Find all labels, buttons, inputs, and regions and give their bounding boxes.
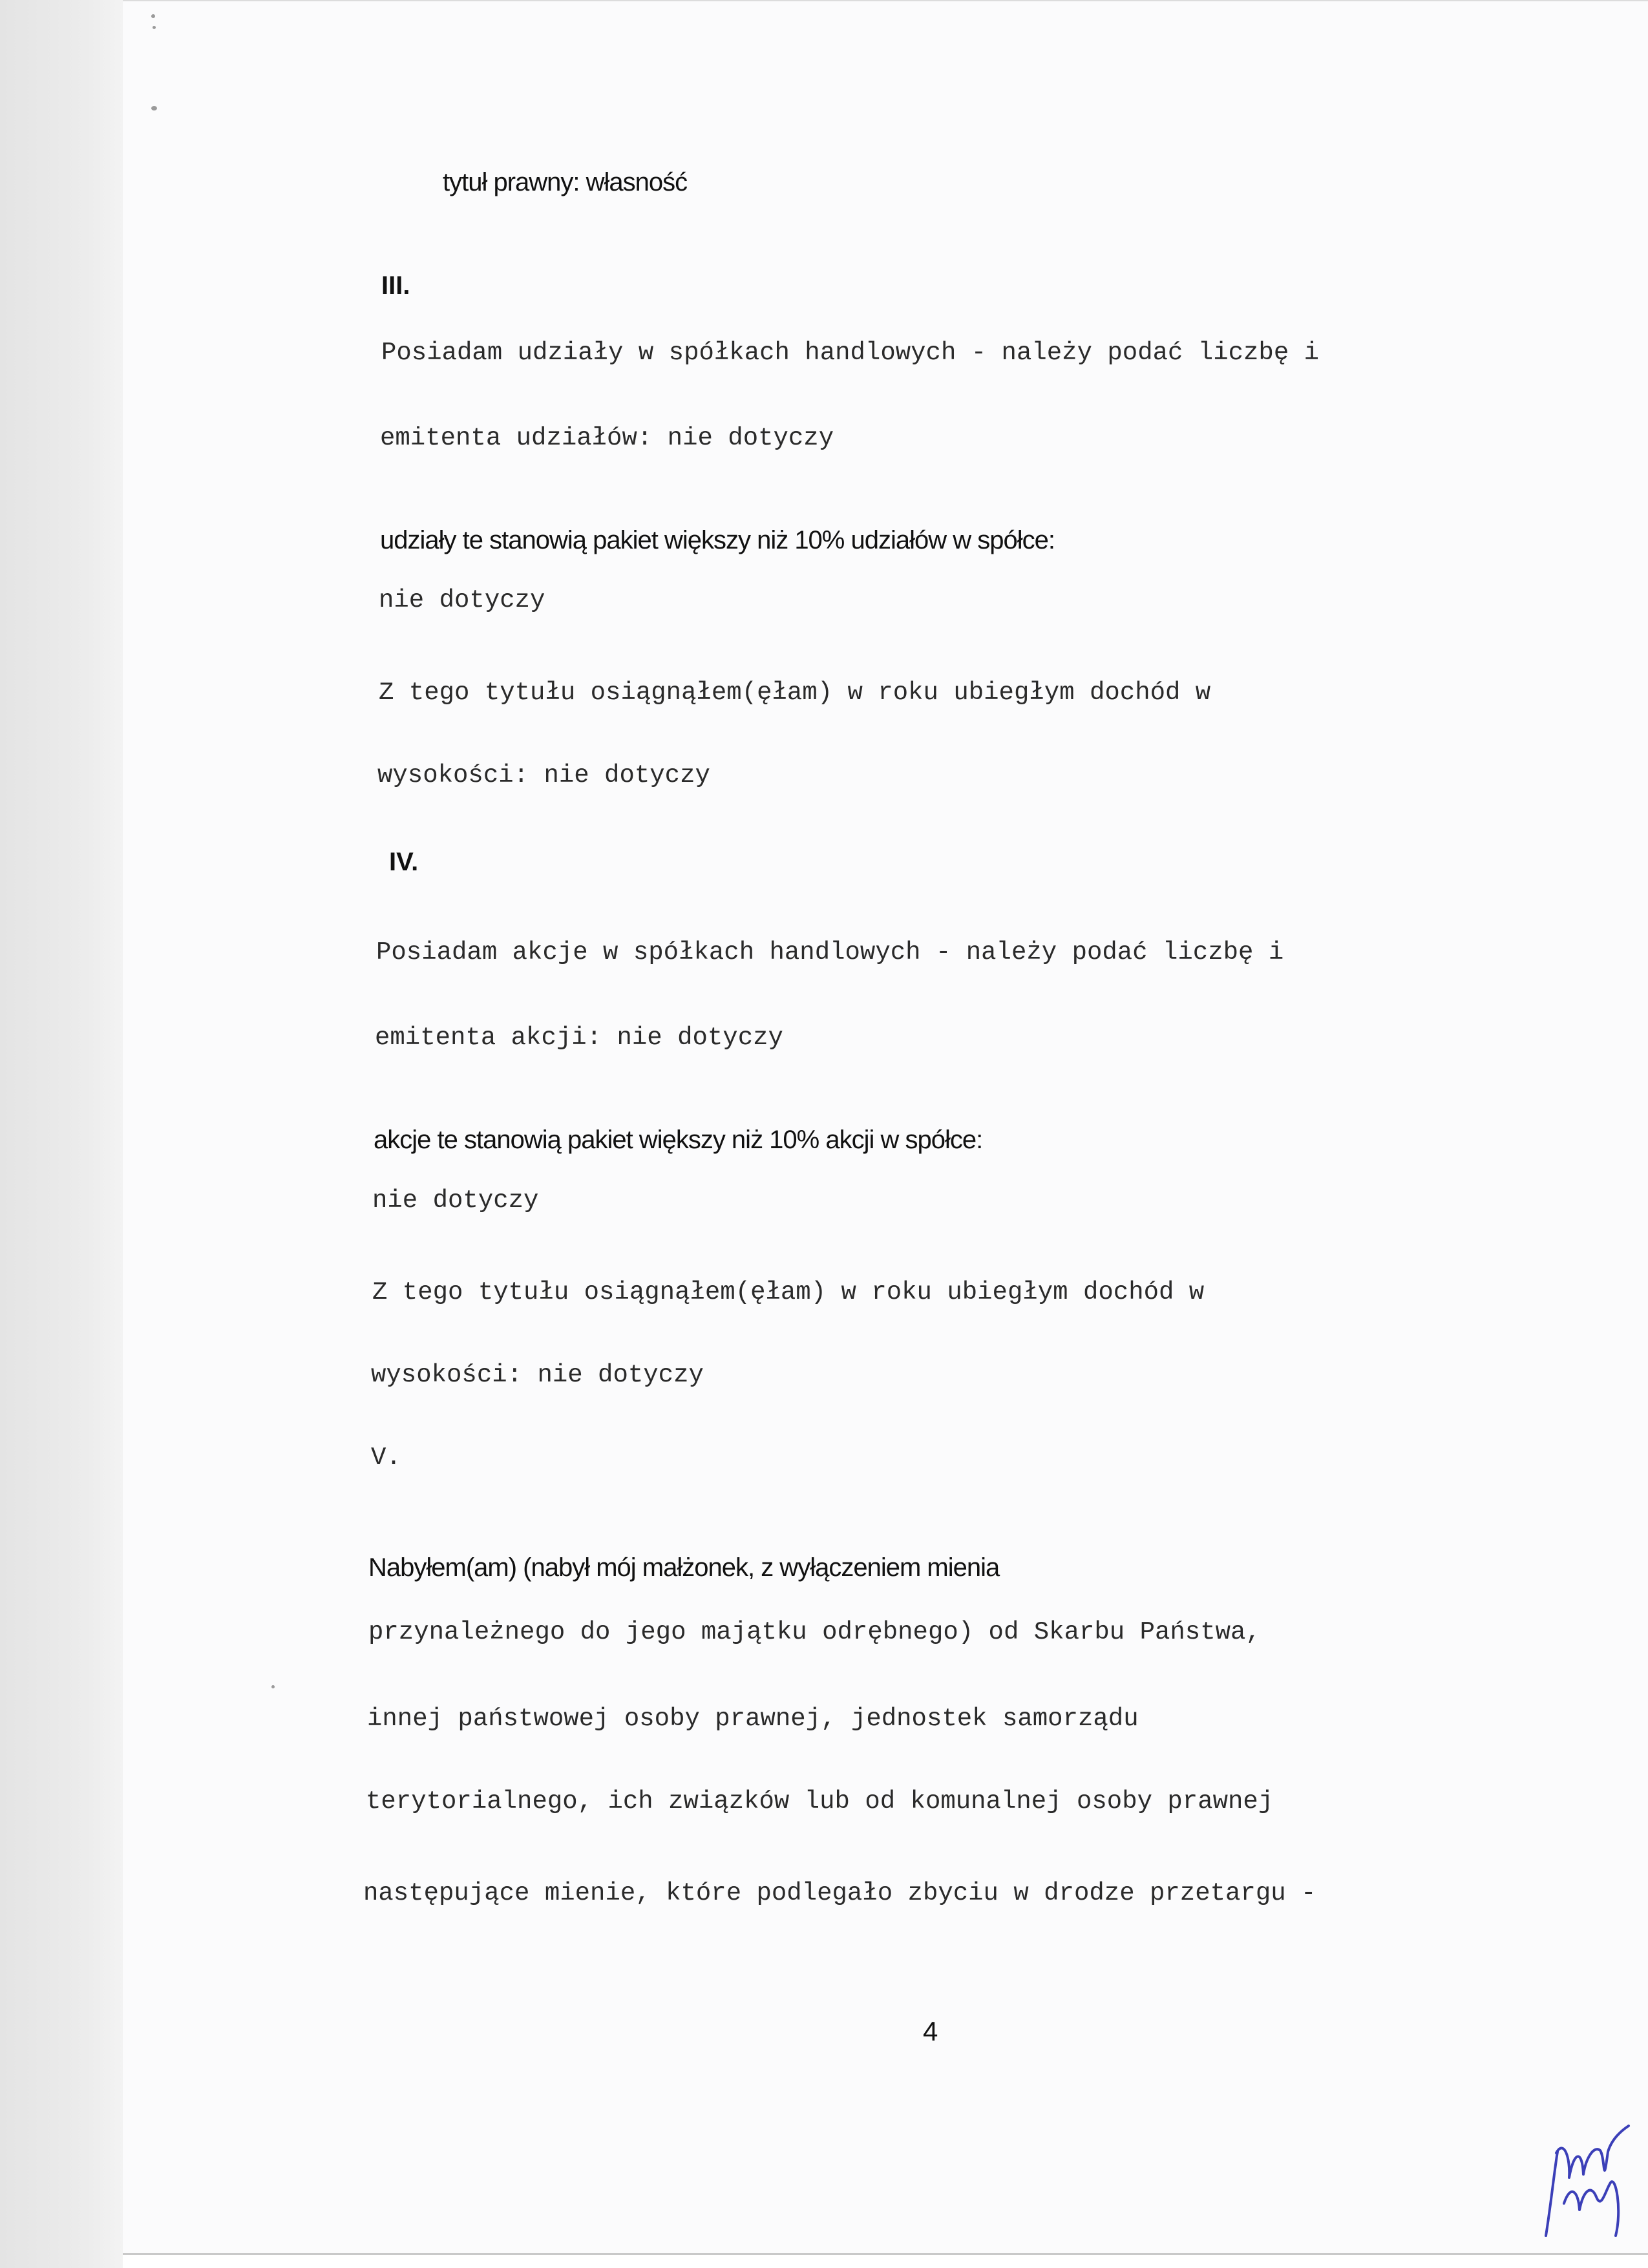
section-iv-line-3: akcje te stanowią pakiet większy niż 10% akcji w spółce: <box>374 1126 983 1154</box>
section-iii-line-4: nie dotyczy <box>379 586 545 614</box>
section-iv-line-1: Posiadam akcje w spółkach handlowych - należy podać liczbę i <box>376 938 1284 967</box>
scan-speck <box>151 106 157 110</box>
section-iv-line-5: Z tego tytułu osiągnąłem(ęłam) w roku ubiegłym dochód w <box>372 1278 1205 1307</box>
section-v-heading: V. <box>371 1444 401 1472</box>
section-v-line-3: innej państwowej osoby prawnej, jednostek samorządu <box>367 1705 1139 1733</box>
section-iii-heading: III. <box>381 271 410 300</box>
handwritten-signature <box>1538 2113 1635 2242</box>
page-number: 4 <box>923 2016 938 2046</box>
section-iv-line-4: nie dotyczy <box>372 1186 539 1215</box>
scan-margin <box>0 0 123 2268</box>
section-v-line-2: przynależnego do jego majątku odrębnego) od Skarbu Państwa, <box>368 1618 1261 1646</box>
legal-title-line: tytuł prawny: własność <box>443 168 688 196</box>
scan-speck <box>153 26 156 29</box>
section-iii-line-1: Posiadam udziały w spółkach handlowych - należy podać liczbę i <box>381 339 1320 367</box>
section-iii-line-6: wysokości: nie dotyczy <box>377 761 710 790</box>
section-v-line-1: Nabyłem(am) (nabył mój małżonek, z wyłączeniem mienia <box>368 1553 1000 1582</box>
section-v-line-5: następujące mienie, które podlegało zbyciu w drodze przetargu - <box>363 1879 1316 1907</box>
section-iv-line-6: wysokości: nie dotyczy <box>371 1361 704 1389</box>
section-v-line-4: terytorialnego, ich związków lub od komunalnej osoby prawnej <box>366 1787 1274 1816</box>
document-page <box>123 0 1648 2255</box>
section-iii-line-5: Z tego tytułu osiągnąłem(ęłam) w roku ubiegłym dochód w <box>379 678 1211 707</box>
section-iv-heading: IV. <box>389 848 419 876</box>
section-iii-line-3: udziały te stanowią pakiet większy niż 10% udziałów w spółce: <box>380 526 1055 554</box>
scan-speck <box>151 14 155 18</box>
section-iv-line-2: emitenta akcji: nie dotyczy <box>375 1024 783 1052</box>
section-iii-line-2: emitenta udziałów: nie dotyczy <box>380 424 834 452</box>
scan-speck <box>271 1685 275 1688</box>
